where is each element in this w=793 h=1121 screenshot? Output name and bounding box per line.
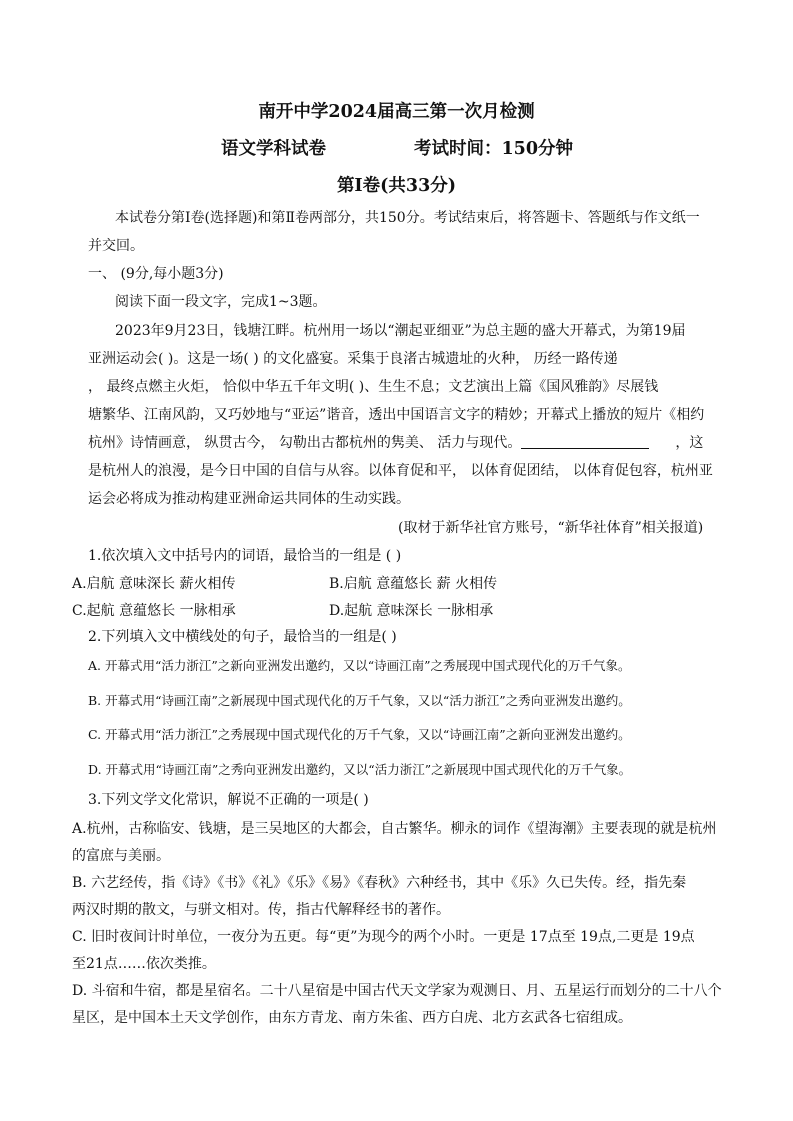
q1-stem: 1.依次填入文中括号内的词语，最恰当的一组是 ( ) [88, 548, 402, 564]
q3-option-b-line-1: B. 六艺经传，指《诗》《书》《礼》《乐》《易》《春秋》六种经书，其中《乐》久已失传。经，指先秦 [72, 875, 687, 891]
part-instruction: 阅读下面一段文字，完成1~3题。 [115, 294, 327, 310]
passage-source: (取材于新华社官方账号，“新华社体育”相关报道) [398, 520, 704, 536]
q2-option-b: B. 开幕式用“诗画江南”之新展现中国式现代化的万千气象，又以“活力浙江”之秀向亚洲发出邀约。 [88, 693, 631, 708]
q3-option-c-line-1: C. 旧时夜间计时单位，一夜分为五更。每“更”为现今的两个小时。一更是 17点至 19点,二更是 19点 [72, 929, 695, 945]
intro-line-1: 本试卷分第Ⅰ卷(选择题)和第Ⅱ卷两部分，共150分。考试结束后，将答题卡、答题纸与作文纸一 [115, 210, 700, 226]
passage-line-6: 是杭州人的浪漫，是今日中国的自信与从容。以体育促和平， 以体育促团结， 以体育促包容，杭州亚 [88, 463, 713, 479]
q1-option-b: B.启航 意蕴悠长 薪 火相传 [329, 576, 498, 592]
passage-line-1: 2023年9月23日，钱塘江畔。杭州用一场以“潮起亚细亚”为总主题的盛大开幕式，为第19届 [115, 323, 686, 339]
q3-option-a-line-2: 的富庶与美丽。 [72, 848, 170, 864]
intro-line-2: 并交回。 [88, 238, 144, 254]
q1-option-c: C.起航 意蕴悠长 一脉相承 [72, 603, 236, 619]
section-title: 第Ⅰ卷(共33分) [336, 176, 457, 196]
q3-option-d-line-1: D. 斗宿和牛宿，都是星宿名。二十八星宿是中国古代天文学家为观测日、月、五星运行而划分的二十八个 [72, 983, 722, 999]
passage-line-2: 亚洲运动会( )。这是一场( ) 的文化盛宴。采集于良渚古城遗址的火种， 历经一路传递 [88, 351, 618, 367]
passage-line-5-text: 杭州》诗情画意， 纵贯古今， 勾勒出古都杭州的隽美、 活力与现代。 [88, 435, 522, 451]
passage-line-5 [88, 432, 703, 452]
passage-line-3: ， 最终点燃主火炬， 恰似中华五千年文明( )、生生不息；文艺演出上篇《国风雅韵》尽展钱 [88, 379, 659, 395]
q2-option-d: D. 开幕式用“诗画江南”之秀向亚洲发出邀约，又以“活力浙江”之新展现中国式现代化的万千气象。 [88, 762, 632, 777]
q2-option-a: A. 开幕式用“活力浙江”之新向亚洲发出邀约，又以“诗画江南”之秀展现中国式现代化的万千气象。 [88, 658, 631, 673]
q3-stem: 3.下列文学文化常识，解说不正确的一项是( ) [88, 792, 369, 808]
q1-option-d: D.起航 意味深长 一脉相承 [329, 603, 494, 619]
q2-option-c: C. 开幕式用“活力浙江”之秀展现中国式现代化的万千气象，又以“诗画江南”之新向亚洲发出邀约。 [88, 727, 631, 742]
exam-time: 考试时间：150分钟 [414, 139, 574, 159]
q3-option-b-line-2: 两汉时期的散文，与骈文相对。传，指古代解释经书的著作。 [72, 902, 450, 918]
q1-option-a: A.启航 意味深长 薪火相传 [72, 576, 236, 592]
passage-line-7: 运会必将成为推动构建亚洲命运共同体的生动实践。 [88, 491, 410, 507]
q2-stem: 2.下列填入文中横线处的句子，最恰当的一组是( ) [88, 629, 397, 645]
q3-option-a-line-1: A.杭州，古称临安、钱塘，是三吴地区的大都会，自古繁华。柳永的词作《望海潮》主要表现的就是杭州 [72, 821, 717, 837]
passage-line-5-end: ，这 [675, 435, 704, 451]
q3-option-c-line-2: 至21点……依次类推。 [72, 956, 216, 972]
q3-option-d-line-2: 星区，是中国本土天文学创作，由东方青龙、南方朱雀、西方白虎、北方玄武各七宿组成。 [72, 1010, 632, 1026]
answer-blank [521, 434, 649, 449]
passage-line-4: 塘繁华、江南风韵，又巧妙地与“亚运”谐音，透出中国语言文字的精妙；开幕式上播放的短片《相约 [88, 407, 705, 423]
page-title: 南开中学2024届高三第一次月检测 [258, 102, 535, 122]
subject-label: 语文学科试卷 [221, 139, 326, 159]
part-heading: 一、 (9分,每小题3分) [88, 266, 224, 282]
